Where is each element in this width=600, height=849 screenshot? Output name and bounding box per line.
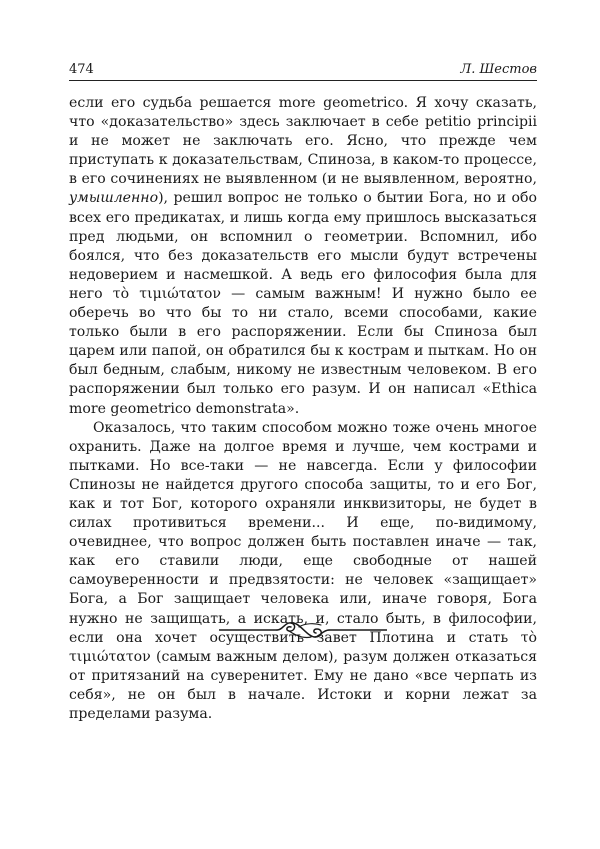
paragraph-1-text-after: ), решил вопрос не только о бытии Бога, но и обо всех его предикатах, и лишь когда ему пришлось высказаться пред людьми, он вспомнил о геометрии. Вспомнил, ибо боялся, что без доказательств его мысли будут встречены недоверием и насмешкой. А ведь его философия была для него τὸ τιμιώτατον — самым важным! И нужно было ее оберечь во что бы то ни стало, всеми способами, какие только были в его распоряжении. Если бы Спиноза был царем или папой, он обратился бы к кострам и пыткам. Но он был бедным, слабым, никому не известным человеком. В его распоряжении был только его разум. И он написал «Ethica more geometrico demonstrata». (69, 190, 537, 417)
paragraph-2: Оказалось, что таким способом можно тоже очень многое охранить. Даже на долгое время и лучше, чем кострами и пытками. Но все-таки — не навсегда. Если у философии Спинозы не найдется другого способа защиты, то и его Бог, как и тот Бог, которого охраняли инквизиторы, не будет в силах противиться времени... И еще, по-видимому, очевиднее, что вопрос должен быть поставлен иначе — так, как его ставили люди, еще свободные от нашей самоуверенности и предвзятости: не человек «защищает» Бога, а Бог защищает человека или, иначе говоря, Бога нужно не защищать, а искать, и, стало быть, в философии, если она хочет осуществить завет Плотина и стать τὸ τιμιώτατον (самым важным делом), разум должен отказаться от притязаний на суверенитет. Ему не дано «все черпать из себя», не он был в начале. Истоки и корни лежат за пределами разума. (69, 419, 537, 722)
paragraph-1-text-before: если его судьба решается more geometrico. Я хочу сказать, что «доказательство» здесь заключает в себе petitio principii и не может не заключать его. Ясно, что прежде чем приступать к доказательствам, Спиноза, в каком-то процессе, в его сочинениях не выявленном (и не выявленном, вероятно, (69, 95, 537, 188)
paragraph-1 (69, 94, 537, 419)
page-number: 474 (69, 62, 94, 77)
paragraph-1-italic: умышленно (69, 190, 159, 207)
running-head-author: Л. Шестов (460, 62, 537, 77)
running-header (69, 62, 537, 81)
flourish-ornament-icon (219, 617, 387, 643)
